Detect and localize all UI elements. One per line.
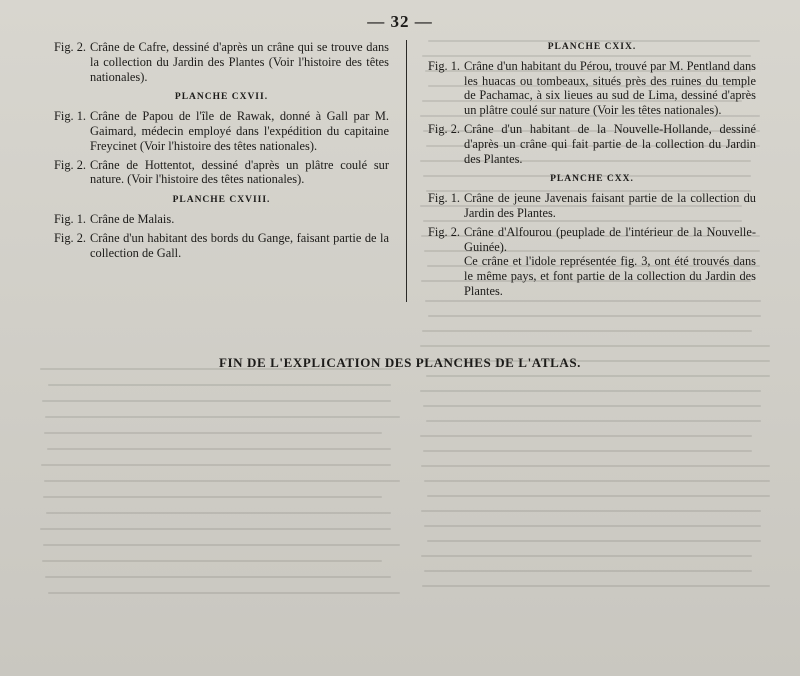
bleed-line [421,555,752,557]
entry-text: Crâne d'un habitant de la Nouvelle-Hollande, dessiné d'après un crâne qui fait partie de la collection du Jardin des Plantes. [464,121,756,166]
fig-label: Fig. 1. [54,211,87,226]
entry-alfourou [428,225,756,255]
bleed-line [427,495,770,497]
entry-malais [54,212,389,227]
bleed-line [421,510,761,512]
entry-text: Crâne d'un habitant du Pérou, trouvé par M. Pentland dans les huacas ou tombeaux, situés près des ruines du temple de Pachamac, à six lieues au sud de Lima, dessiné d'après un plâtre coulé sur nature (Voir les têtes nationales). [464,58,756,118]
heading-planche-cxx: PLANCHE CXX. [550,174,634,185]
bleed-line [47,448,391,450]
heading-planche-cxviii: PLANCHE CXVIII. [172,195,271,206]
fig-label: Fig. 1. [428,191,461,206]
bleed-line [43,496,382,498]
fig-label: Fig. 2. [54,230,87,245]
entry-gange [54,231,389,261]
left-column [54,40,389,264]
entry-text: Crâne d'Alfourou (peuplade de l'intérieur de la Nouvelle-Guinée). [464,224,756,254]
fig-label: Fig. 2. [54,157,87,172]
heading-planche-cxvii: PLANCHE CXVII. [174,92,269,103]
bleed-line [424,570,752,572]
bleed-line [48,384,391,386]
fig-label: Fig. 1. [54,109,87,124]
bleed-line [423,405,761,407]
entry-papou [54,109,389,153]
fin-heading: FIN DE L'EXPLICATION DES PLANCHES DE L'ATLAS. [218,355,582,370]
fig-label: Fig. 1. [428,58,461,73]
bleed-line [426,420,761,422]
bleed-line [42,400,391,402]
entry-text: Crâne de Papou de l'île de Rawak, donné à Gall par M. Gaimard, médecin employé dans l'expédition du capitaine Freycinet (Voir l'histoire des têtes nationales). [90,109,389,153]
bleed-line [48,592,400,594]
bleed-line [40,528,391,530]
bleed-line [421,465,770,467]
entry-perou [428,59,756,118]
bleed-line [422,585,770,587]
fig-label: Fig. 2. [54,40,87,54]
page-number: — 32 — [367,12,433,31]
entry-javenais [428,191,756,221]
entry-text: Crâne de jeune Javenais faisant partie de la collection du Jardin des Plantes. [464,191,756,220]
bleed-line [42,560,382,562]
heading-planche-cxix: PLANCHE CXIX. [547,42,637,52]
bleed-line [422,330,752,332]
bleed-line [45,416,400,418]
bleed-line [420,390,761,392]
entry-text: Crâne de Malais. [90,211,175,226]
bleed-line [424,525,761,527]
entry-cafre [54,40,389,84]
bleed-line [43,544,400,546]
entry-hottentot [54,158,389,188]
bleed-line [427,540,761,542]
right-column [428,40,756,303]
bleed-line [41,464,391,466]
bleed-line [44,432,382,434]
entry-text: Crâne de Hottentot, dessiné d'après un plâtre coulé sur nature. (Voir l'histoire des têtes nationales). [90,157,389,187]
fig-label: Fig. 2. [428,121,461,136]
bleed-line [46,512,391,514]
bleed-line [424,480,770,482]
entry-note: Ce crâne et l'idole représentée fig. 3, ont été trouvés dans le même pays, et font partie de la collection du Jardin des Plantes. [464,254,756,298]
entry-nouvelle-hollande [428,122,756,166]
bleed-line [420,345,770,347]
bleed-line [420,435,752,437]
entry-text: Crâne de Cafre, dessiné d'après un crâne qui se trouve dans la collection du Jardin des Plantes (Voir l'histoire des têtes nationales). [90,40,389,84]
entry-text: Crâne d'un habitant des bords du Gange, faisant partie de la collection de Gall. [90,230,389,260]
bleed-line [44,480,400,482]
entry-alfourou-note [428,254,756,298]
column-divider [406,40,407,302]
bleed-line [45,576,391,578]
fig-label: Fig. 2. [428,224,461,239]
bleed-line [428,315,761,317]
bleed-line [423,450,752,452]
bleed-line [426,375,770,377]
